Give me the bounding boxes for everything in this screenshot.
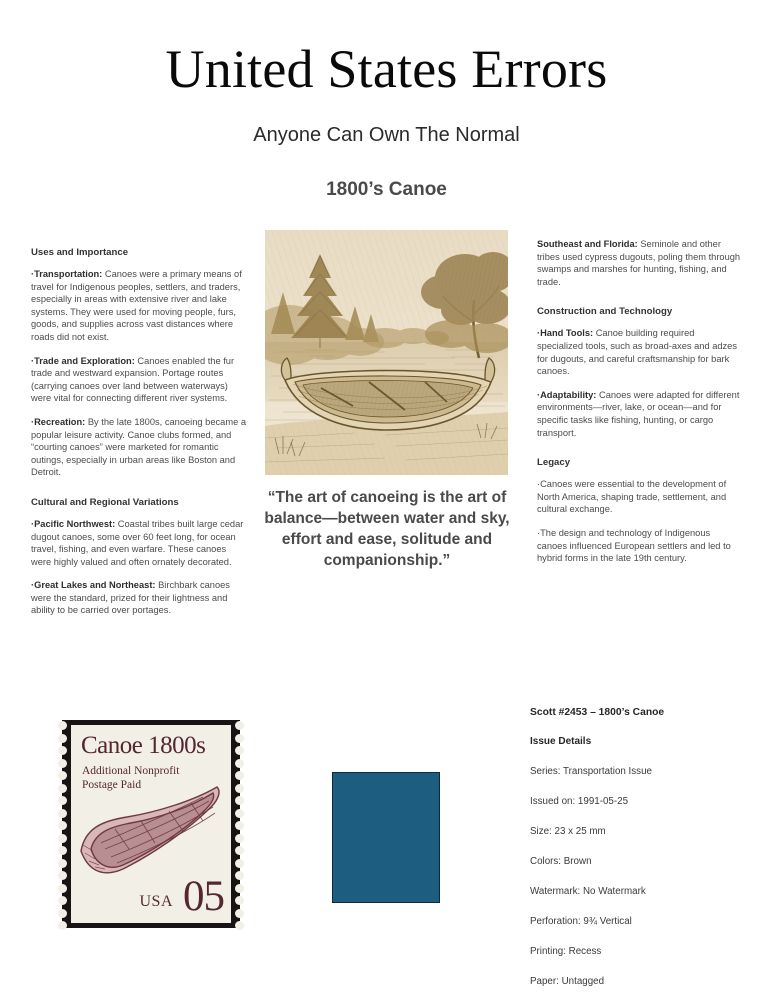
postage-stamp-image: [62, 720, 240, 928]
detail-row-printing: Printing: Recess: [530, 946, 602, 957]
detail-row-issued-on: Issued on: 1991-05-25: [530, 796, 629, 807]
bullet-legacy-design-label: ·The: [537, 527, 557, 538]
bullet-southeast-and-florida-text: Seminole and other tribes used cypress dugouts, poling them through swamps and marshes for hunting, fishing, and trade.: [537, 239, 741, 287]
bullet-southeast-and-florida-label: Southeast and Florida:: [537, 239, 638, 249]
issue-details-panel: [530, 707, 755, 988]
perforation-notch: [235, 909, 244, 918]
canoe-sketch-svg: [265, 230, 508, 475]
perforation-notch: [58, 746, 67, 755]
canoe-sketch-illustration: [265, 230, 508, 475]
bullet-hand-tools-label: ·Hand Tools:: [537, 328, 594, 339]
stamp-perforations-right: [231, 720, 240, 928]
issue-details-heading: Issue Details: [530, 736, 592, 747]
perforation-notch: [58, 796, 67, 805]
perforation-notch: [58, 721, 67, 730]
stamp-face: [71, 725, 231, 923]
right-heading-construction-and-technology: Construction and Technology: [537, 306, 673, 318]
bullet-transportation: [31, 268, 246, 344]
bullet-adaptability: [537, 389, 742, 439]
bullet-great-lakes-and-northeast: [31, 579, 246, 617]
perforation-notch: [58, 809, 67, 818]
detail-row-colors: Colors: Brown: [530, 856, 592, 867]
perforation-notch: [58, 846, 67, 855]
bullet-legacy-development-label: ·Canoes: [537, 479, 573, 490]
perforation-notch: [235, 721, 244, 730]
perforation-notch: [58, 896, 67, 905]
perforation-notch: [235, 771, 244, 780]
bullet-recreation: [31, 416, 246, 479]
bullet-pacific-northwest: [31, 518, 246, 568]
bullet-great-lakes-and-northeast-text: Birchbark canoes were the standard, prized for their lightness and ability to be carried over portages.: [31, 580, 230, 616]
perforation-notch: [235, 746, 244, 755]
page-title: United States Errors: [165, 39, 608, 99]
perforation-notch: [235, 821, 244, 830]
perforation-notch: [58, 909, 67, 918]
section-title: 1800’s Canoe: [326, 179, 447, 200]
perforation-notch: [58, 734, 67, 743]
stamp-title: Canoe 1800s: [81, 732, 206, 759]
perforation-notch: [58, 884, 67, 893]
bullet-legacy-development-text: were essential to the development of North America, shaping trade, settlement, and cultural exchange.: [537, 479, 727, 515]
perforation-notch: [235, 884, 244, 893]
detail-row-watermark: Watermark: No Watermark: [530, 886, 646, 897]
right-text-column: [537, 238, 742, 565]
perforation-notch: [58, 821, 67, 830]
perforation-notch: [235, 759, 244, 768]
bullet-legacy-design-text: design and technology of Indigenous canoes influenced European settlers and led to hybrid forms in the late 19th century.: [537, 527, 731, 564]
left-heading-uses-and-importance: Uses and Importance: [31, 247, 129, 258]
detail-row-series: Series: Transportation Issue: [530, 766, 652, 777]
detail-row-paper: Paper: Untagged: [530, 976, 605, 987]
perforation-notch: [235, 734, 244, 743]
perforation-notch: [58, 834, 67, 843]
perforation-notch: [58, 771, 67, 780]
stamp-country-label: USA: [139, 893, 173, 910]
perforation-notch: [58, 859, 67, 868]
bullet-recreation-text: By the late 1800s, canoeing became a popular leisure activity. Canoe clubs formed, and “courting canoes” were marketed for romantic outings, especially in urban areas like Boston and Detroit.: [31, 416, 246, 478]
stamp-perforations-left: [62, 720, 71, 928]
bullet-legacy-development: [537, 478, 742, 516]
perforation-notch: [235, 896, 244, 905]
perforation-notch: [235, 859, 244, 868]
bullet-transportation-text: Canoes were a primary means of travel for Indigenous peoples, settlers, and traders, especially in areas with extensive river and lake systems. They were used for moving people, furs, goods, and supplies across vast distances where roads did not exist.: [31, 269, 242, 342]
perforation-notch: [235, 809, 244, 818]
perforation-notch: [58, 921, 67, 930]
left-heading-cultural-and-regional-variations: Cultural and Regional Variations: [31, 496, 179, 508]
right-heading-legacy: Legacy: [537, 457, 571, 469]
perforation-notch: [58, 759, 67, 768]
bullet-trade-and-exploration-label: ·Trade and Exploration:: [31, 355, 135, 366]
stamp-denomination: 05: [183, 873, 224, 920]
perforation-notch: [235, 796, 244, 805]
bullet-adaptability-label: ·Adaptability:: [537, 389, 597, 400]
perforation-notch: [58, 871, 67, 880]
detail-row-perforation: Perforation: 9¾ Vertical: [530, 916, 632, 927]
bullet-adaptability-text: Canoes were adapted for different environments—river, lake, or ocean—and for specific tasks like fishing, hunting, or cargo transport.: [537, 389, 740, 438]
scott-catalog-heading: Scott #2453 – 1800’s Canoe: [530, 707, 665, 718]
bullet-hand-tools-text: Canoe building required specialized tools, such as broad-axes and adzes for dugouts, and careful craftsmanship for bark canoes.: [537, 328, 738, 377]
bullet-trade-and-exploration-text: Canoes enabled the fur trade and westward expansion. Portage routes (carrying canoes over land between waterways) were vital for connecting different river systems.: [31, 355, 235, 404]
bullet-hand-tools: [537, 327, 742, 377]
color-swatch: [332, 772, 440, 903]
page-subtitle: Anyone Can Own The Normal: [253, 124, 520, 146]
bullet-pacific-northwest-text: Coastal tribes built large cedar dugout canoes, some over 60 feet long, for ocean travel, fishing, and even warfare. These canoes were highly valued and often ornately decorated.: [31, 518, 244, 567]
perforation-notch: [235, 784, 244, 793]
bullet-southeast-and-florida: [537, 238, 742, 288]
left-text-column: [31, 246, 246, 617]
bullet-legacy-design: [537, 527, 742, 565]
bullet-recreation-label: ·Recreation:: [31, 416, 86, 427]
bullet-great-lakes-and-northeast-label: ·Great Lakes and Northeast:: [31, 580, 156, 591]
bullet-transportation-label: ·Transportation:: [31, 269, 103, 279]
bullet-trade-and-exploration: [31, 355, 246, 405]
perforation-notch: [235, 871, 244, 880]
perforation-notch: [235, 834, 244, 843]
perforation-notch: [58, 784, 67, 793]
stamp-subtitle: Additional Nonprofit Postage Paid: [82, 765, 180, 791]
perforation-notch: [235, 846, 244, 855]
perforation-notch: [235, 921, 244, 930]
detail-row-size: Size: 23 x 25 mm: [530, 826, 606, 837]
bullet-pacific-northwest-label: ·Pacific Northwest:: [31, 518, 116, 529]
pull-quote: “The art of canoeing is the art of balance—between water and sky, effort and ease, solitude and companionship.”: [264, 489, 510, 569]
